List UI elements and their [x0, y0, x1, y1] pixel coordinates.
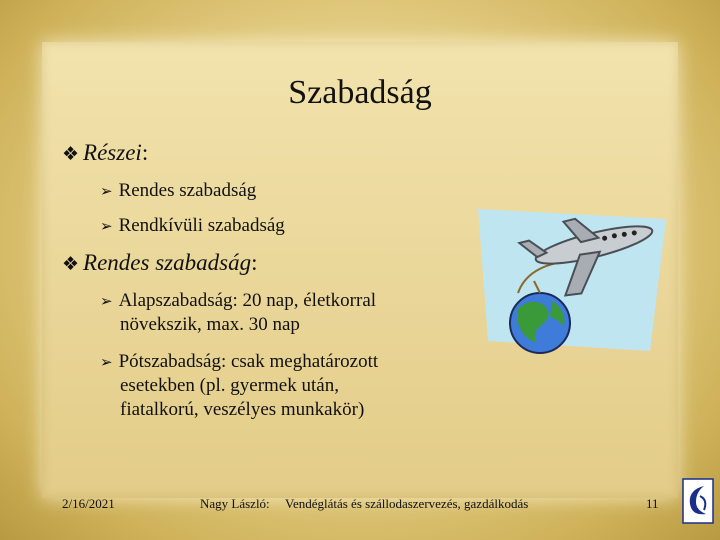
page-number: 11	[646, 496, 659, 511]
diamond-bullet-icon: ❖	[62, 253, 80, 275]
sub-item-text-cont: növekszik, max. 30 nap	[120, 314, 300, 335]
arrow-bullet-icon: ➢	[100, 217, 113, 235]
university-logo-icon	[682, 478, 714, 524]
bullet-label: Részei	[83, 140, 142, 165]
bullet-reszei	[62, 140, 148, 166]
sub-item-text: Alapszabadság: 20 nap, életkorral	[118, 290, 377, 311]
footer-author: Nagy László:	[200, 496, 270, 511]
footer-course: Vendéglátás és szállodaszervezés, gazdálkodás	[285, 496, 529, 511]
bullet-label: Rendes szabadság	[83, 250, 252, 275]
sub-item	[100, 214, 285, 238]
slide-title: Szabadság	[288, 74, 432, 111]
sub-item-text-cont: esetekben (pl. gyermek után,	[120, 375, 339, 396]
diamond-bullet-icon: ❖	[62, 143, 80, 165]
sub-item-text-cont: fiatalkorú, veszélyes munkakör)	[120, 399, 365, 420]
sub-item-text: Rendkívüli szabadság	[118, 215, 285, 236]
arrow-bullet-icon: ➢	[100, 353, 113, 371]
sub-item	[100, 350, 378, 422]
arrow-bullet-icon: ➢	[100, 182, 113, 200]
sub-item	[100, 289, 376, 337]
bullet-rendes-szabadsag	[62, 250, 257, 276]
bullet-suffix: :	[141, 140, 149, 165]
arrow-bullet-icon: ➢	[100, 292, 113, 310]
sub-item	[100, 179, 256, 203]
sub-item-text: Rendes szabadság	[118, 180, 257, 201]
sub-item-text: Pótszabadság: csak meghatározott	[118, 351, 379, 372]
airplane-globe-icon	[474, 205, 670, 355]
bullet-suffix: :	[251, 250, 258, 275]
footer-date: 2/16/2021	[62, 496, 115, 511]
